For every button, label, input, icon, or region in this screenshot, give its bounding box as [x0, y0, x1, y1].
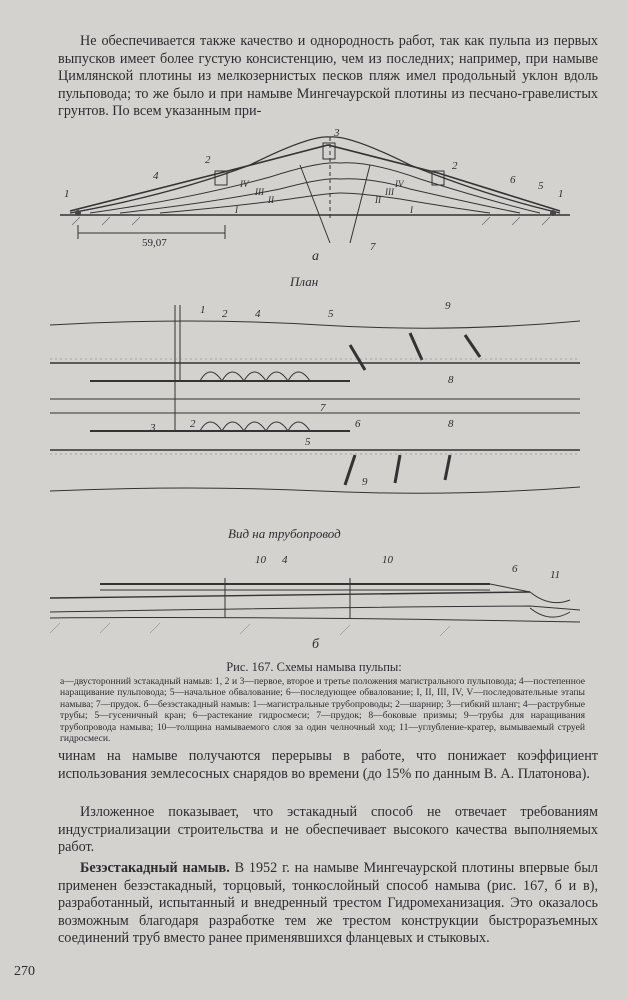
plan-label: 8: [448, 418, 454, 430]
fig-a-label: IV: [240, 179, 249, 189]
fig-a-label: 1: [558, 188, 564, 200]
plan-label: 5: [305, 436, 311, 448]
fig-a-label: 2: [205, 154, 211, 166]
fig-b-letter: б: [312, 637, 320, 652]
paragraph-4: [58, 860, 598, 948]
fig-a-label: 3: [334, 127, 340, 139]
fig-b-label: 10: [255, 554, 266, 566]
plan-label: 9: [362, 476, 368, 488]
fig-a-dimension: 59,07: [142, 237, 167, 249]
fig-b-label: 11: [550, 569, 561, 581]
fig-b-label: 6: [512, 563, 518, 575]
figure-plan: [50, 295, 580, 500]
figure-caption-body: а—двусторонний эстакадный намыв: 1, 2 и 3—первое, второе и третье положения магистрального пульповода; 4—постепенное наращивание пульповода; 5—начальное обвалование; 6—последующее обвалование; I, II, III, IV, V—последовательные этапы намыва; 7—прудок. б—безэстакадный намыв: 1—магистральные трубопроводы; 2—шарнир; 3—гибкий шланг; 4—раструбные трубы; 5—гусеничный кран; 6—растекание гидросмеси; 7—прудок; 8—боковые призмы; 9—трубы для наращивания трубопровода намыва; 10—толщина намываемого слоя за один челночный ход; 11—углубление-кратер, вымываемый струей гидросмеси.: [60, 676, 585, 745]
figure-a-drawing: [50, 125, 580, 265]
fig-b-label: 4: [282, 554, 288, 566]
plan-label: 6: [355, 418, 361, 430]
fig-a-label: 1: [64, 188, 70, 200]
plan-label: 5: [328, 308, 334, 320]
figure-caption-title: Рис. 167. Схемы намыва пульпы:: [226, 660, 402, 674]
fig-a-label: 5: [538, 180, 544, 192]
fig-a-label: II: [375, 195, 381, 205]
paragraph-4-heading: Безэстакадный намыв.: [80, 860, 230, 876]
fig-a-label: 2: [452, 160, 458, 172]
fig-b-label: 10: [382, 554, 393, 566]
paragraph-4-text: В 1952 г. на намыве Мингечаурской плотины впервые был применен безэстакадный, торцовый, тонкослойный способ намыва (рис. 167, б и в), разработанный, испытанный и внедренный трестом Гидромеханизация. Это оказалось возможным благодаря разработке тем же трестом конструкции быстроразъемных соединений труб вместо ранее применявшихся фланцевых и стыковых.: [58, 860, 598, 947]
figure-b-drawing: [50, 548, 580, 656]
fig-a-label: I: [235, 205, 238, 215]
fig-a-label: III: [255, 187, 264, 197]
paragraph-3: Изложенное показывает, что эстакадный способ не отвечает требованиям индустриализации строительства и не обеспечивает высокого качества выполняемых работ.: [58, 804, 598, 856]
plan-label: 1: [200, 304, 206, 316]
top-paragraph: Не обеспечивается также качество и однородность работ, так как пульпа из первых выпусков имеет более густую консистенцию, чем из последних; например, при намыве Цимлянской плотины из мелкозернистых песков пляж имел продольный уклон вдоль пульповода; то же было и при намыве Мингечаурской плотины из песчано-гравелистых грунтов. По всем указанным при-: [58, 33, 598, 120]
plan-title: План: [290, 274, 319, 289]
plan-label: 4: [255, 308, 261, 320]
figure-a-cross-section: [50, 125, 580, 265]
plan-label: 2: [222, 308, 228, 320]
fig-a-letter: a: [312, 249, 319, 264]
paragraph-2: чинам на намыве получаются перерывы в работе, что понижает коэффициент использования землесосных снарядов во времени (до 15% по данным В. А. Платонова).: [58, 748, 598, 782]
figure-b-pipeline-view: [50, 548, 580, 656]
fig-a-label: 7: [370, 241, 376, 253]
pipeline-title: Вид на трубопровод: [228, 526, 341, 541]
fig-a-label: 6: [510, 174, 516, 186]
plan-label: 2: [190, 418, 196, 430]
plan-label: 7: [320, 402, 326, 414]
plan-label: 8: [448, 374, 454, 386]
page-number: 270: [14, 964, 35, 979]
figure-plan-drawing: [50, 295, 580, 500]
fig-a-label: III: [385, 187, 394, 197]
plan-label: 3: [150, 422, 156, 434]
fig-a-label: I: [410, 205, 413, 215]
fig-a-label: 4: [153, 170, 159, 182]
fig-a-label: IV: [395, 179, 404, 189]
fig-a-label: II: [268, 195, 274, 205]
plan-label: 9: [445, 300, 451, 312]
